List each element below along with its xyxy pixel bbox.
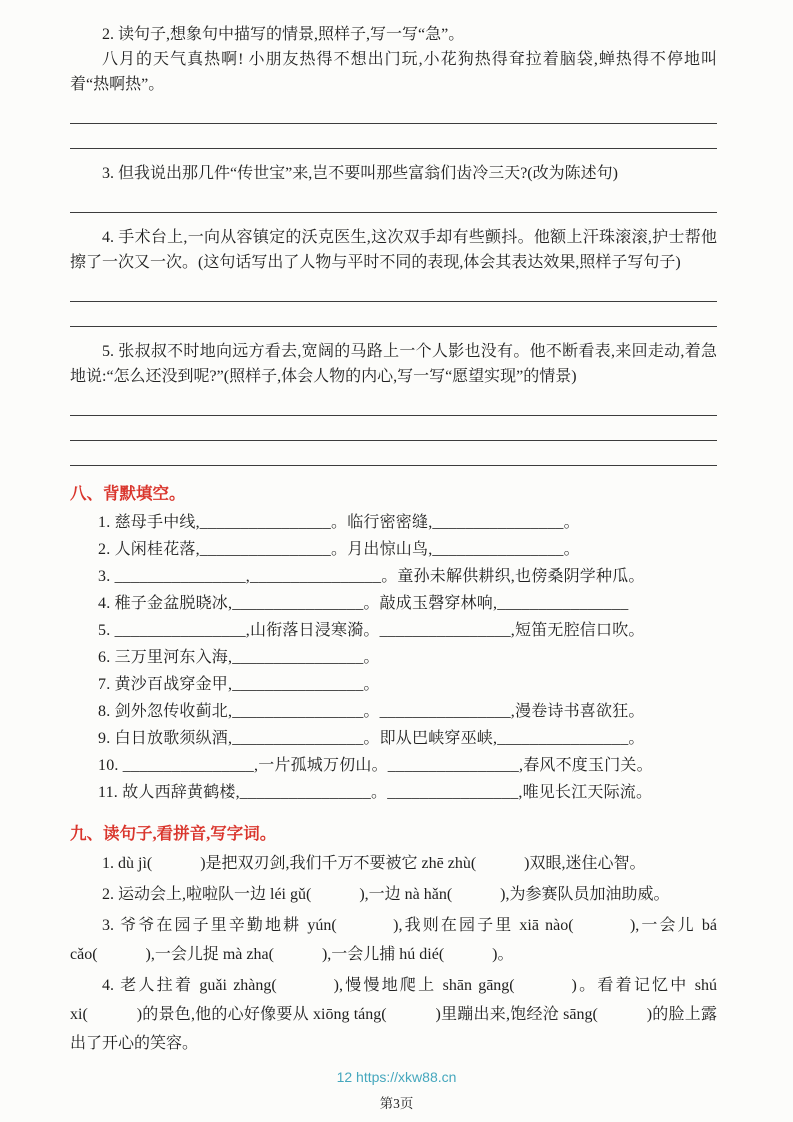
question-3-answer-lines (70, 188, 717, 213)
answer-line (70, 391, 717, 416)
footer-watermark: 12 https://xkw88.cn (336, 1069, 457, 1085)
question-5 (70, 339, 717, 466)
question-3-prompt: 3. 但我说出那几件“传世宝”来,岂不要叫那些富翁们齿冷三天?(改为陈述句) (102, 165, 618, 182)
pinyin-item: 2. 运动会上,啦啦队一边 léi gǔ( ),一边 nà hǎn( ),为参赛队员加油助威。 (102, 886, 670, 903)
question-4-answer-lines (70, 277, 717, 327)
section-9-pinyin (70, 820, 717, 1058)
fill-blank-item: 3. ________________,________________。童孙未解供耕织,也傍桑阴学种瓜。 (98, 568, 645, 585)
question-4-prompt: 4. 手术台上,一向从容镇定的沃克医生,这次双手却有些颤抖。他额上汗珠滚滚,护士帮他擦了一次又一次。(这句话写出了人物与平时不同的表现,体会其表达效果,照样子写句子) (70, 229, 717, 271)
pinyin-item: 1. dù jì( )是把双刃剑,我们千万不要被它 zhē zhù( )双眼,迷住心智。 (102, 855, 646, 872)
fill-blank-item: 8. 剑外忽传收蓟北,________________。________________,漫卷诗书喜欲狂。 (98, 703, 645, 720)
section-8-title: 八、背默填空。 (70, 484, 186, 503)
question-2-answer-lines (70, 99, 717, 149)
answer-line (70, 416, 717, 441)
question-5-prompt: 5. 张叔叔不时地向远方看去,宽阔的马路上一个人影也没有。他不断看表,来回走动,着急地说:“怎么还没到呢?”(照样子,体会人物的内心,写一写“愿望实现”的情景) (70, 343, 717, 385)
fill-blank-item: 4. 稚子金盆脱晓冰,________________。敲成玉磬穿林响,________________ (98, 595, 629, 612)
question-2-example: 八月的天气真热啊! 小朋友热得不想出门玩,小花狗热得耷拉着脑袋,蝉热得不停地叫着“热啊热”。 (70, 51, 717, 93)
fill-blank-item: 7. 黄沙百战穿金甲,________________。 (98, 676, 380, 693)
question-3 (70, 161, 717, 213)
fill-blank-item: 9. 白日放歌须纵酒,________________。即从巴峡穿巫峡,________________。 (98, 730, 645, 747)
answer-line (70, 124, 717, 149)
page-number: 第3页 (379, 1096, 414, 1111)
fill-blank-item: 5. ________________,山衔落日浸寒漪。________________,短笛无腔信口吹。 (98, 622, 645, 639)
pinyin-item-list (70, 849, 717, 1058)
fill-blank-item: 10. ________________,一片孤城万仞山。________________,春风不度玉门关。 (98, 757, 653, 774)
question-2 (70, 22, 717, 149)
answer-line (70, 99, 717, 124)
question-5-answer-lines (70, 391, 717, 466)
fill-blank-item: 6. 三万里河东入海,________________。 (98, 649, 380, 666)
answer-line (70, 441, 717, 466)
fill-blank-item: 2. 人闲桂花落,________________。月出惊山鸟,________________。 (98, 541, 580, 558)
answer-line (70, 277, 717, 302)
pinyin-item: 3. 爷爷在园子里辛勤地耕 yún( ),我则在园子里 xiā nào( ),一会儿 bá cǎo( ),一会儿捉 mà zha( ),一会儿捕 hú dié( )。 (70, 917, 717, 963)
fill-blank-list (70, 509, 717, 806)
section-8-dictation (70, 480, 717, 806)
page-footer (0, 1069, 793, 1112)
question-4 (70, 225, 717, 327)
answer-line (70, 188, 717, 213)
fill-blank-item: 1. 慈母手中线,________________。临行密密缝,________________。 (98, 514, 580, 531)
pinyin-item: 4. 老人拄着 guǎi zhàng( ),慢慢地爬上 shān gāng( )。看着记忆中 shú xi( )的景色,他的心好像要从 xiōng táng( )里蹦出来,饱经沧 sāng( )的脸上露出了开心的笑容。 (70, 977, 717, 1052)
fill-blank-item: 11. 故人西辞黄鹤楼,________________。________________,唯见长江天际流。 (98, 784, 653, 801)
question-2-prompt: 2. 读句子,想象句中描写的情景,照样子,写一写“急”。 (102, 26, 465, 43)
section-9-title: 九、读句子,看拼音,写字词。 (70, 824, 277, 843)
answer-line (70, 302, 717, 327)
